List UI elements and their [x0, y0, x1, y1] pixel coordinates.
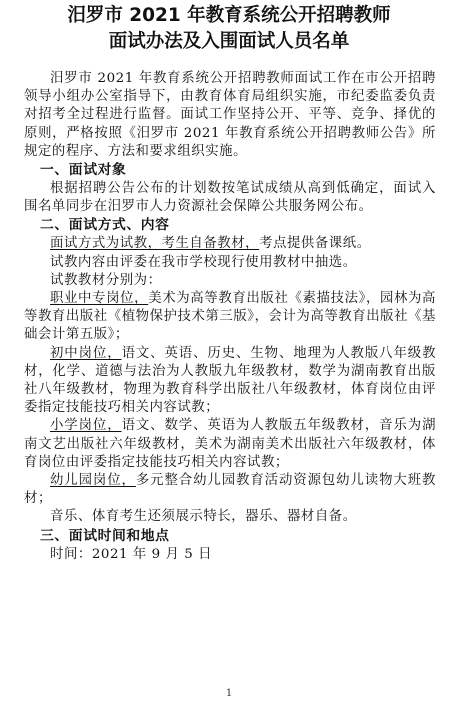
document-body	[24, 70, 436, 564]
junior-text: 语文、英语、历史、生物、地理为人教版八年级教材，化学、道德与法治为人教版九年级教材，数学为湖南教育出版社八年级教材，物理为教育科学出版社八年级教材，体育岗位由评委指定技能技巧相关内容试教；	[24, 345, 437, 416]
interview-method-rest: 考点提供备课纸。	[259, 236, 371, 252]
document-title-line-2: 面试办法及入围面试人员名单	[108, 31, 350, 52]
interview-method-underlined: 面试方式为试教，考生自备教材，	[50, 236, 260, 252]
kindergarten-paragraph	[24, 472, 436, 508]
interview-time: 时间：2021 年 9 月 5 日	[50, 546, 213, 562]
document-title-line-1: 汨罗市 2021 年教育系统公开招聘教师	[67, 5, 391, 26]
section-1-heading: 一、面试对象	[40, 162, 127, 179]
vocational-text: 美术为高等教育出版社《素描技法》，园林为高等教育出版社《植物保护技术第三版》，会计为高等教育出版社《基础会计第五版》；	[24, 291, 436, 343]
arts-paragraph: 音乐、体育考生还须展示特长，器乐、器材自备。	[50, 509, 357, 525]
primary-paragraph	[24, 417, 436, 472]
interview-method-paragraph	[24, 235, 436, 253]
junior-label: 初中岗位，	[50, 345, 122, 361]
page-number: 1	[225, 688, 233, 699]
intro-paragraph: 汨罗市 2021 年教育系统公开招聘教师面试工作在市公开招聘领导小组办公室指导下，由教育体育局组织实施，市纪委监委负责对招考全过程进行监督。面试工作坚持公开、平等、竞争、择优的原则，严格按照《汨罗市 2021 年教育系统公开招聘教师公告》所规定的程序、方法和要求组织实施。	[24, 71, 436, 159]
section-2-heading: 二、面试方式、内容	[40, 217, 170, 234]
vocational-label: 职业中专岗位，	[50, 291, 149, 307]
materials-intro: 试教教材分别为：	[50, 272, 162, 288]
junior-paragraph	[24, 345, 436, 418]
vocational-paragraph	[24, 290, 436, 345]
kindergarten-text: 多元整合幼儿园教育活动资源包幼儿读物大班教材；	[24, 473, 436, 507]
kindergarten-label: 幼儿园岗位，	[50, 473, 136, 489]
primary-label: 小学岗位，	[50, 418, 122, 434]
primary-text: 语文、数学、英语为人教版五年级教材，音乐为湖南文艺出版社六年级教材，美术为湖南美术出版社六年级教材，体育岗位由评委指定技能技巧相关内容试教；	[24, 418, 437, 470]
interview-content-paragraph: 试教内容由评委在我市学校现行使用教材中抽选。	[50, 254, 357, 270]
section-1-text: 根据招聘公告公布的计划数按笔试成绩从高到低确定，面试入围名单同步在汨罗市人力资源社会保障公共服务网公布。	[24, 181, 436, 215]
section-3-heading: 三、面试时间和地点	[40, 527, 170, 544]
